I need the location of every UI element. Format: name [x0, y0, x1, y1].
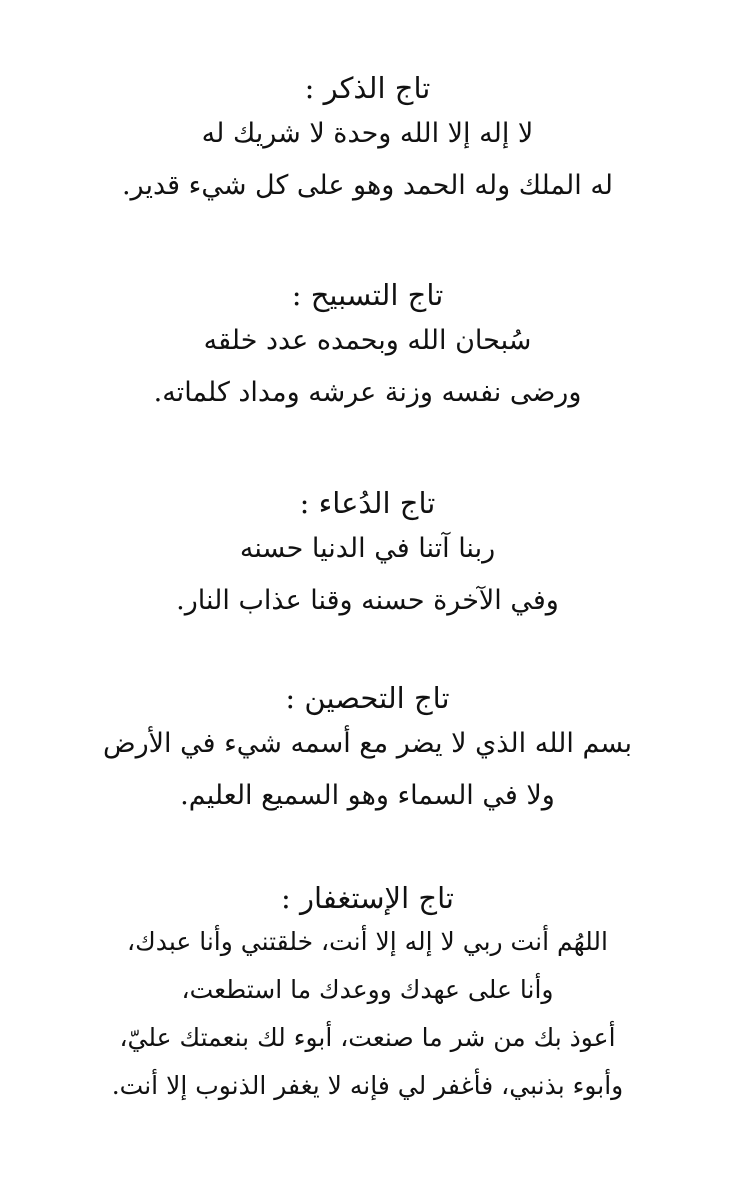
section-title-dhikr: تاج الذكر :	[304, 71, 431, 105]
section-line: ولا في السماء وهو السميع العليم.	[180, 780, 555, 811]
section-dua	[0, 483, 735, 627]
section-line: له الملك وله الحمد وهو على كل شيء قدير.	[121, 170, 614, 201]
section-title-tahseen: تاج التحصين :	[285, 681, 450, 715]
section-line: أعوذ بك من شر ما صنعت، أبوء لك بنعمتك عليّ،	[119, 1023, 616, 1052]
section-title-istighfar: تاج الإستغفار :	[281, 881, 454, 915]
section-line: وأنا على عهدك ووعدك ما استطعت،	[181, 975, 554, 1004]
section-dhikr	[0, 68, 735, 212]
section-tahseen	[0, 678, 735, 822]
section-istighfar	[0, 878, 735, 1110]
section-line: اللهُم أنت ربي لا إله إلا أنت، خلقتني وأنا عبدك،	[127, 927, 608, 956]
section-line: بسم الله الذي لا يضر مع أسمه شيء في الأرض	[102, 728, 633, 759]
section-line: وأبوء بذنبي، فأغفر لي فإنه لا يغفر الذنوب إلا أنت.	[111, 1071, 624, 1100]
section-line: ورضى نفسه وزنة عرشه ومداد كلماته.	[153, 377, 582, 408]
section-line: سُبحان الله وبحمده عدد خلقه	[203, 325, 532, 356]
section-line: ربنا آتنا في الدنيا حسنه	[239, 533, 496, 564]
section-title-tasbih: تاج التسبيح :	[291, 278, 444, 312]
section-line: لا إله إلا الله وحدة لا شريك له	[201, 118, 534, 149]
section-title-dua: تاج الدُعاء :	[299, 486, 436, 520]
section-tasbih	[0, 275, 735, 419]
section-line: وفي الآخرة حسنه وقنا عذاب النار.	[176, 585, 559, 616]
